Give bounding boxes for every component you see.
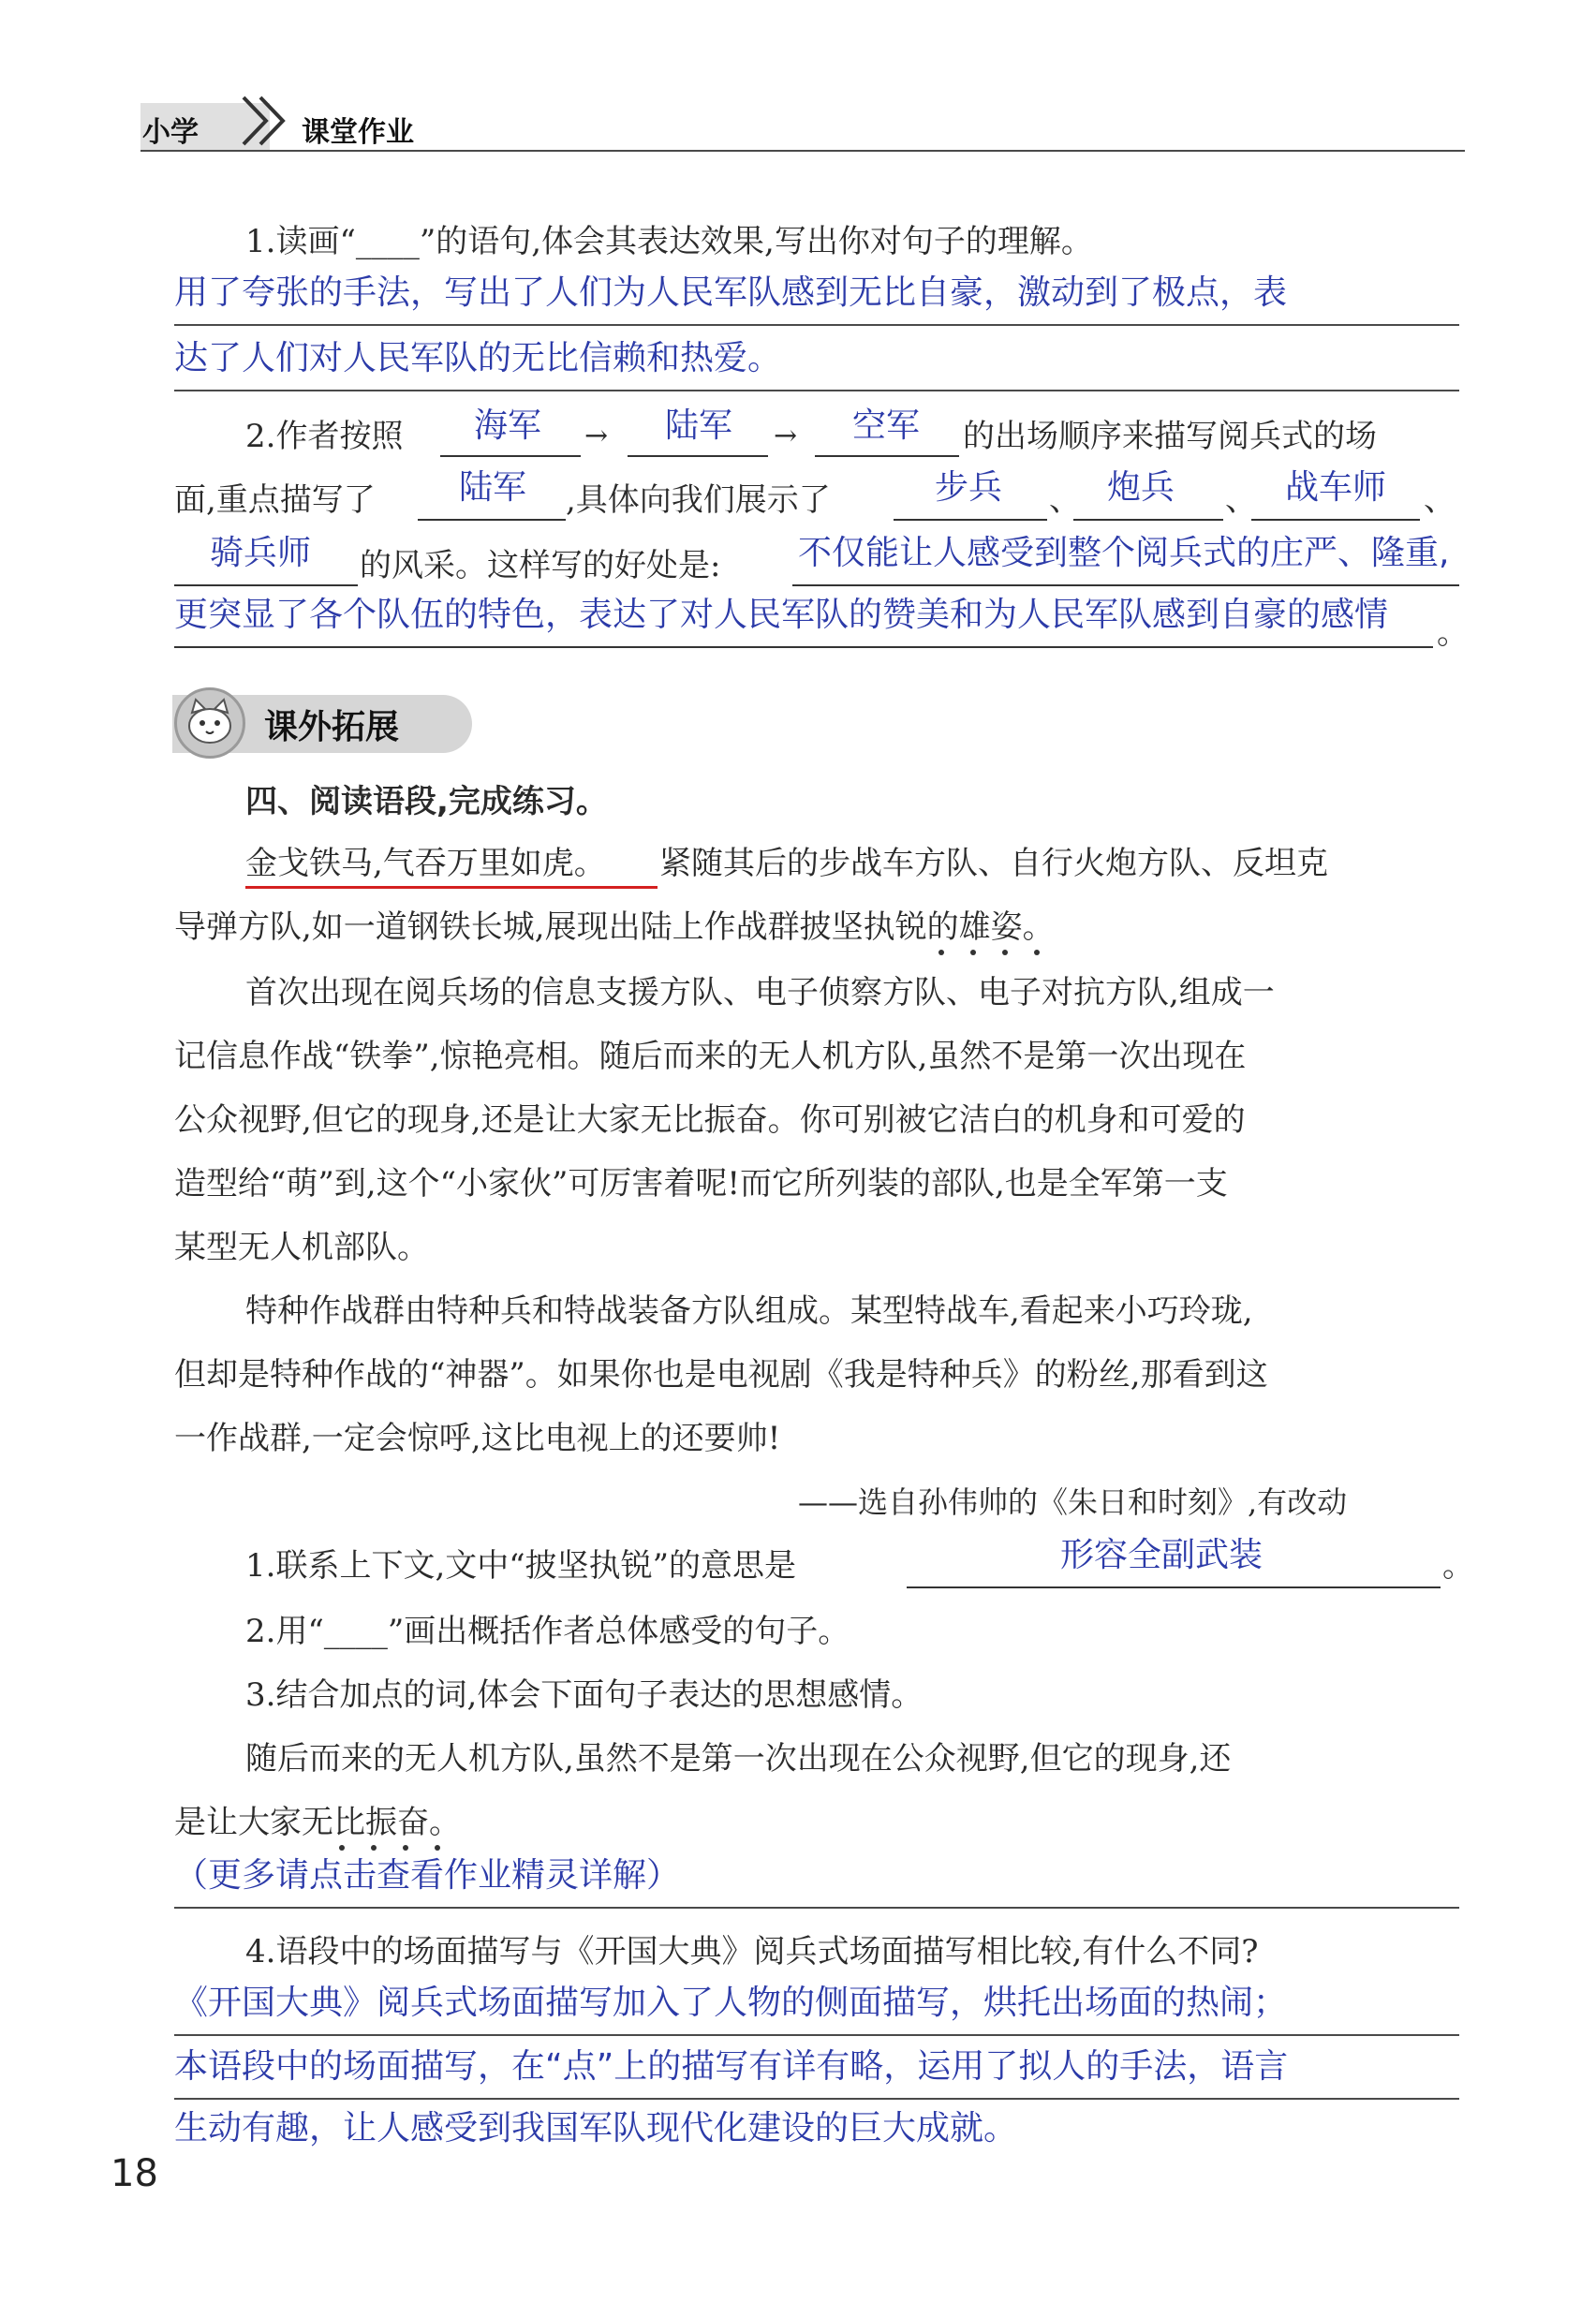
header-grade: 小学 [142,116,199,149]
p1-line1-rest: 紧随其后的步战车方队、自行火炮方队、反坦克 [659,845,1328,882]
answer-line [174,2034,1459,2036]
q4-4-prompt: 4.语段中的场面描写与《开国大典》阅兵式场面描写相比较,有什么不同? [245,1933,1259,1970]
blank-underline [418,519,566,521]
q2-sep: 、 [1424,481,1456,519]
q1-answer-line2: 达了人们对人民军队的无比信赖和热爱。 [174,339,782,377]
cat-face-icon [174,687,245,759]
emphasis-dots [938,950,1040,955]
p1-line2: 导弹方队,如一道钢铁长城,展现出陆上作战群披坚执锐的雄姿。 [174,908,1055,946]
blank-underline [1251,519,1420,521]
chevron-right-icon [238,92,294,154]
p3-line2: 但却是特种作战的“神器”。如果你也是电视剧《我是特种兵》的粉丝,那看到这 [174,1356,1268,1394]
q2-show2: 炮兵 [1107,468,1175,507]
answer-line [174,324,1459,326]
q2-benefit-line2: 更突显了各个队伍的特色，表达了对人民军队的赞美和为人民军队感到自豪的感情 [174,596,1389,634]
q4-3-quote-line1: 随后而来的无人机方队,虽然不是第一次出现在公众视野,但它的现身,还 [245,1740,1232,1778]
header-rule [140,150,1465,152]
q2-sep: 、 [1049,481,1081,519]
q2-show1: 步兵 [935,468,1003,507]
q2-line2-mid: ,具体向我们展示了 [566,481,831,519]
blank-underline [174,646,1433,648]
answer-line [174,390,1459,391]
q2-line2-prefix: 面,重点描写了 [174,481,376,519]
q2-focus: 陆军 [459,468,527,507]
q2-sep: 、 [1225,481,1257,519]
q1-answer-line1: 用了夸张的手法，写出了人们为人民军队感到无比自豪，激动到了极点，表 [174,273,1288,312]
q2-prefix: 2.作者按照 [245,418,404,455]
section-title: 课外拓展 [264,708,400,746]
q2-order3: 空军 [852,406,921,445]
q4-4-answer-line1: 《开国大典》阅兵式场面描写加入了人物的侧面描写，烘托出场面的热闹； [174,1984,1288,2022]
blank-underline [894,519,1047,521]
q4-4-answer-line3: 生动有趣，让人感受到我国军队现代化建设的巨大成就。 [174,2109,1018,2147]
p2-line1: 首次出现在阅兵场的信息支援方队、电子侦察方队、电子对抗方队,组成一 [245,974,1275,1011]
blank-underline [792,584,1459,586]
q2-order2: 陆军 [665,406,733,445]
p3-line1: 特种作战群由特种兵和特战装备方队组成。某型特战车,看起来小巧玲珑, [245,1292,1253,1330]
blank-underline [907,1586,1441,1588]
blank-underline [1073,519,1223,521]
q4-1-period: 。 [1442,1547,1474,1585]
p2-line5: 某型无人机部队。 [174,1229,429,1266]
p1-underlined-sentence: 金戈铁马,气吞万里如虎。 [245,845,606,882]
p2-line3: 公众视野,但它的现身,还是让大家无比振奋。你可别被它洁白的机身和可爱的 [174,1101,1246,1139]
blank-underline [174,584,358,586]
q2-line3-mid: 的风采。这样写的好处是: [360,547,721,584]
q2-show4: 骑兵师 [210,534,312,572]
p2-line4: 造型给“萌”到,这个“小家伙”可厉害着呢!而它所列装的部队,也是全军第一支 [174,1165,1228,1203]
red-underline [245,886,658,889]
answer-line [174,1907,1459,1909]
page-number: 18 [111,2152,158,2195]
p3-line3: 一作战群,一定会惊呼,这比电视上的还要帅! [174,1420,781,1457]
q4-3-quote-line2: 是让大家无比振奋。 [174,1804,461,1841]
q2-period: 。 [1437,614,1469,652]
q2-order1: 海军 [474,406,542,445]
q4-4-answer-line2: 本语段中的场面描写，在“点”上的描写有详有略，运用了拟人的手法，语言 [174,2047,1289,2086]
q2-benefit-line1: 不仅能让人感受到整个阅兵式的庄严、隆重, [798,534,1450,572]
emphasis-dots [339,1845,440,1851]
part4-heading: 四、阅读语段,完成练习。 [245,783,608,820]
q2-show3: 战车师 [1285,468,1387,507]
source-citation: ——选自孙伟帅的《朱日和时刻》,有改动 [798,1484,1348,1520]
q2-suffix1: 的出场顺序来描写阅兵式的场 [963,418,1377,455]
blank-underline [440,455,581,457]
q4-3-prompt: 3.结合加点的词,体会下面句子表达的思想感情。 [245,1676,924,1714]
arrow-icon: → [584,420,609,452]
answer-line [174,2098,1459,2100]
q4-3-answer: （更多请点击查看作业精灵详解） [174,1856,681,1895]
blank-underline [815,455,959,457]
p2-line2: 记信息作战“铁拳”,惊艳亮相。随后而来的无人机方队,虽然不是第一次出现在 [174,1038,1247,1075]
q1-prompt: 1.读画“____”的语句,体会其表达效果,写出你对句子的理解。 [245,223,1093,260]
q4-2-prompt: 2.用“____”画出概括作者总体感受的句子。 [245,1613,850,1650]
q4-1-answer: 形容全副武装 [1060,1536,1264,1574]
q4-1-prompt: 1.联系上下文,文中“披坚执锐”的意思是 [245,1547,797,1585]
blank-underline [628,455,768,457]
arrow-icon: → [774,420,798,452]
header-title: 课堂作业 [302,116,414,149]
